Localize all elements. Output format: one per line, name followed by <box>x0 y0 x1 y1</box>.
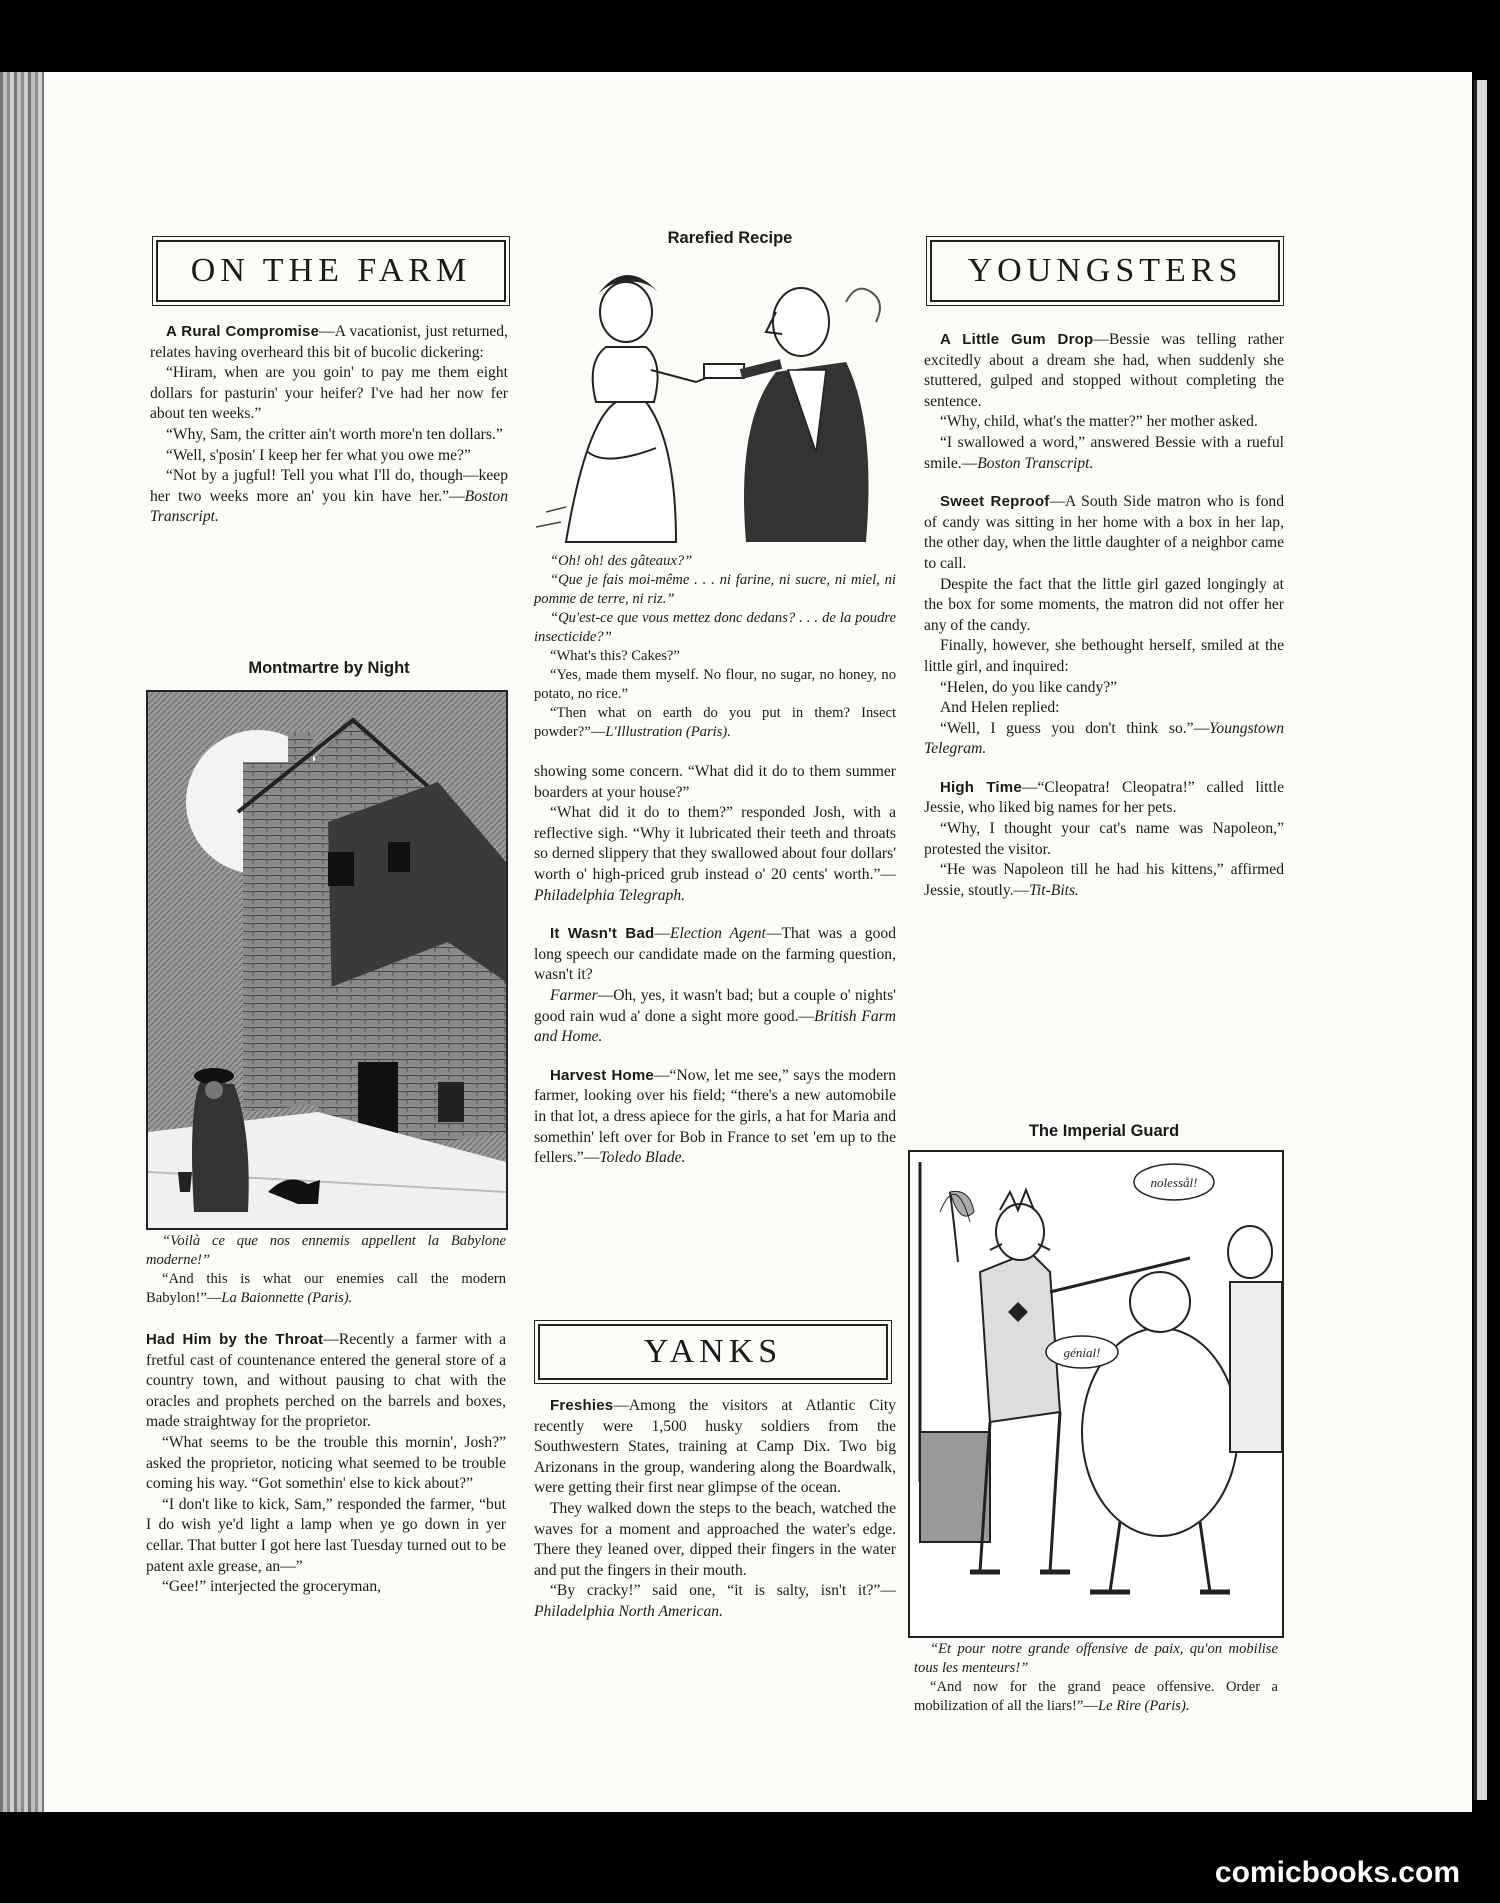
section-header-on-the-farm: ON THE FARM <box>156 240 506 302</box>
article-rural-compromise: A Rural Compromise—A vacationist, just returned, relates having overheard this bit of bucolic dickering: “Hiram, when are you goin' to pay me them eight dollars for pasturin' your heifer? I've had her now fer about ten weeks.” “Why, Sam, the critter ain't worth more'n ten dollars.” “Well, s'posin' I keep her fer what you owe me?” “Not by a jugful! Tell you what I'll do, though—keep her two weeks more an' you kin have her.”—Boston Transcript. <box>150 323 508 526</box>
source-credit: Boston Transcript. <box>977 454 1094 472</box>
headline: A Little Gum Drop <box>940 331 1094 348</box>
article-gum-drop: A Little Gum Drop—Bessie was telling rather excitedly about a dream she had, when suddenly she stuttered, gulped and stopped without completing the sentence. “Why, child, what's the matter?” her mother asked. “I swallowed a word,” answered Bessie with a rueful smile.—Boston Transcript. Sweet Reproof—A South Side matron who is fond of candy was sitting in her home with a box in her lap, the other day, when the little daughter of a neighbor came to call. Despite the fact that the little girl gazed longingly at the box for some moments, the matron did not offer her any of the candy. Finally, however, she bethought herself, smiled at the little girl, and inquired: “Helen, do you like candy?” And Helen replied: “Well, I guess you don't think so.”—Youngstown Telegram. High Time—“Cleopatra! Cleopatra!” called little Jessie, who liked big names for her pets. “Why, I thought your cat's name was Napoleon,” protested the visitor. “He was Napoleon till he had his kittens,” affirmed Jessie, stoutly.—Tit-Bits. <box>924 331 1284 899</box>
guard-drawing <box>910 1152 1282 1636</box>
cartoon-title-montmartre: Montmartre by Night <box>248 659 410 677</box>
book-spine <box>0 72 48 1812</box>
headline: Harvest Home <box>550 1066 654 1084</box>
site-watermark: comicbooks.com <box>1214 1856 1460 1889</box>
article-freshies: Freshies—Among the visitors at Atlantic City recently were 1,500 husky soldiers from the Southwestern States, training at Camp Dix. Two big Arizonans in the group, wandering along the Boardwalk, were getting their first near glimpse of the ocean. They walked down the steps to the beach, watched the waves for a moment and approached the water's edge. There they leaned over, dipped their fingers in the water and put the fingers in their mouth. “By cracky!” said one, “it is salty, isn't it?”—Philadelphia North American. <box>534 1397 896 1620</box>
source-credit: Tit-Bits. <box>1029 881 1079 899</box>
headline: Had Him by the Throat <box>146 1331 324 1348</box>
article-throat-continued: showing some concern. “What did it do to them summer boarders at your house?” “What did it do to them?” responded Josh, with a reflective sigh. “Why it lubricated their teeth and throats so derned slippery that they swallowed about four dollars' worth o' high-priced grub instead o' 20 cents' worth.”—Philadelphia Telegraph. It Wasn't Bad—Election Agent—That was a good long speech our candidate made on the farming question, wasn't it? Farmer—Oh, yes, it wasn't bad; but a couple o' nights' good rain wud a' done a sight more good.—British Farm and Home. Harvest Home—“Now, let me see,” says the modern farmer, looking over his field; “there's a new automobile in that lot, a dress apiece for the girls, a hat for Maria and somethin' left over for Bob in France to set 'em up to the fellers.”—Toledo Blade. <box>534 763 896 1167</box>
montmartre-caption: “Voilà ce que nos ennemis appellent la Babylone moderne!” “And this is what our enemies call the modern Babylon!”—La Baionnette (Paris). <box>146 1233 506 1306</box>
source-credit: La Baionnette (Paris). <box>221 1290 353 1306</box>
source-credit: British Farm and Home. <box>534 1007 896 1046</box>
section-header-yanks: YANKS <box>538 1324 888 1380</box>
source-credit: Philadelphia Telegraph. <box>534 886 686 904</box>
headline: It Wasn't Bad <box>550 925 655 943</box>
source-credit: Philadelphia North American. <box>534 1602 723 1620</box>
montmartre-illustration <box>146 690 508 1230</box>
imperial-guard-caption: “Et pour notre grande offensive de paix, qu'on mobilise tous les menteurs!” “And now for the grand peace offensive. Order a mobilization of all the liars!”—Le Rire (Paris). <box>914 1641 1278 1714</box>
speech-bubble-2: génial! <box>1063 1345 1101 1360</box>
source-credit: L'Illustration (Paris). <box>605 724 731 740</box>
recipe-drawing <box>526 252 904 548</box>
montmartre-drawing <box>148 692 506 1228</box>
source-credit: Toledo Blade. <box>599 1149 686 1167</box>
source-credit: Boston Transcript. <box>150 487 508 526</box>
imperial-guard-illustration <box>908 1150 1284 1638</box>
rarefied-recipe-caption: “Oh! oh! des gâteaux?” “Que je fais moi-même . . . ni farine, ni sucre, ni miel, ni pomme de terre, ni riz.” “Qu'est-ce que vous mettez donc dedans? . . . de la poudre insecticide?” “What's this? Cakes?” “Yes, made them myself. No flour, no sugar, no honey, no potato, no rice.” “Then what on earth do you put in them? Insect powder?”—L'Illustration (Paris). <box>534 553 896 740</box>
cartoon-title-imperial-guard: The Imperial Guard <box>1028 1122 1180 1140</box>
source-credit: Youngstown Telegram. <box>924 719 1284 758</box>
headline: Freshies <box>550 1397 614 1414</box>
headline: High Time <box>940 778 1022 796</box>
cartoon-title-rarefied-recipe: Rarefied Recipe <box>667 229 793 247</box>
headline: A Rural Compromise <box>166 323 320 340</box>
article-had-him-by-the-throat: Had Him by the Throat—Recently a farmer with a fretful cast of countenance entered the general store of a country town, and without pausing to chat with the oracles and prophets perched on the barrels and boxes, made straightway for the proprietor. “What seems to be the trouble this mornin', Josh?” asked the proprietor, noticing what seemed to be trouble coming his way. “Got somethin' else to kick about?” “I don't like to kick, Sam,” responded the farmer, “but I do wish ye'd light a lamp when ye go down in yer cellar. That butter I got here last Tuesday turned out to be patent axle grease, an—” “Gee!” interjected the groceryman, <box>146 1331 507 1596</box>
speech-bubble-1: nolessål! <box>1150 1175 1198 1190</box>
source-credit: Le Rire (Paris). <box>1098 1698 1190 1714</box>
rarefied-recipe-illustration <box>526 252 904 548</box>
next-page-edge <box>1474 80 1487 1800</box>
headline: Sweet Reproof <box>940 493 1050 511</box>
section-header-youngsters: YOUNGSTERS <box>930 240 1280 302</box>
